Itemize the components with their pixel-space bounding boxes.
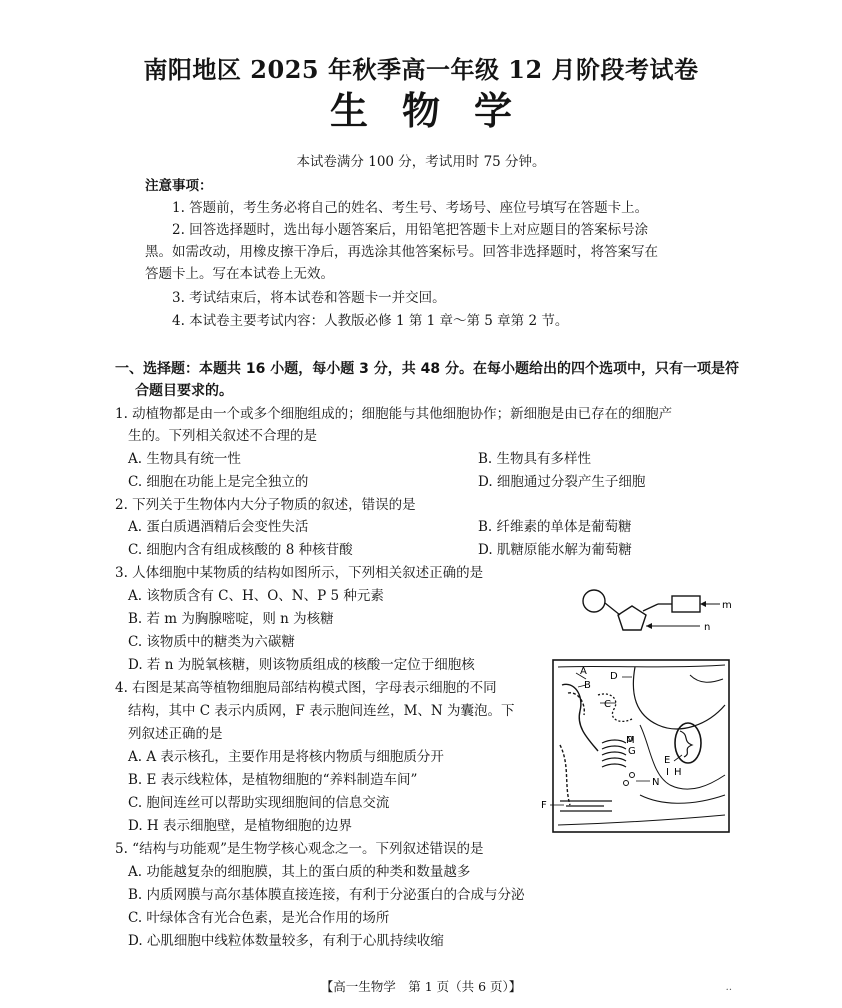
q4-stem-line-3: 列叙述正确的是 bbox=[128, 726, 223, 742]
label-h: H bbox=[674, 767, 682, 778]
q4-option-b: B. E 表示线粒体，是植物细胞的“养料制造车间” bbox=[128, 772, 418, 788]
corner-mark: ·· bbox=[725, 985, 732, 996]
q5-option-c: C. 叶绿体含有光合色素，是光合作用的场所 bbox=[128, 910, 390, 926]
q3-option-a: A. 该物质含有 C、H、O、N、P 5 种元素 bbox=[128, 588, 384, 604]
notes-line-1: 1. 答题前，考生务必将自己的姓名、考生号、考场号、座位号填写在答题卡上。 bbox=[172, 200, 649, 216]
q1-option-c: C. 细胞在功能上是完全独立的 bbox=[128, 474, 309, 490]
notes-line-2c: 答题卡上。写在本试卷上无效。 bbox=[145, 266, 334, 282]
q3-option-b: B. 若 m 为胸腺嘧啶，则 n 为核糖 bbox=[128, 611, 334, 627]
label-n: n bbox=[704, 622, 711, 633]
exam-intro: 本试卷满分 100 分，考试用时 75 分钟。 bbox=[296, 154, 546, 170]
nitrogenous-base bbox=[672, 596, 700, 612]
q5-option-a: A. 功能越复杂的细胞膜，其上的蛋白质的种类和数量越多 bbox=[128, 864, 471, 880]
q1-option-a: A. 生物具有统一性 bbox=[128, 451, 241, 467]
label-i: I bbox=[666, 767, 669, 778]
label-c: C bbox=[604, 699, 611, 710]
notes-heading: 注意事项： bbox=[145, 178, 213, 194]
q2-option-b: B. 纤维素的单体是葡萄糖 bbox=[478, 519, 632, 535]
q2-option-c: C. 细胞内含有组成核酸的 8 种核苷酸 bbox=[128, 542, 353, 558]
notes-line-2a: 2. 回答选择题时，选出每小题答案后，用铅笔把答题卡上对应题目的答案标号涂 bbox=[172, 222, 649, 238]
q1-option-d: D. 细胞通过分裂产生子细胞 bbox=[478, 474, 646, 490]
q4-option-a: A. A 表示核孔，主要作用是将核内物质与细胞质分开 bbox=[128, 749, 444, 765]
q4-stem-line-2: 结构，其中 C 表示内质网，F 表示胞间连丝，M、N 为囊泡。下 bbox=[128, 703, 515, 719]
plant-cell-diagram bbox=[540, 655, 732, 835]
q5-stem: 5. “结构与功能观”是生物学核心观念之一。下列叙述错误的是 bbox=[115, 841, 484, 857]
label-a: A bbox=[580, 666, 587, 677]
label-m: M bbox=[626, 735, 635, 746]
page-footer: 【高一生物学 第 1 页（共 6 页）】 bbox=[320, 979, 522, 994]
q4-stem-line-1: 4. 右图是某高等植物细胞局部结构模式图，字母表示细胞的不同 bbox=[115, 680, 497, 696]
notes-line-4: 4. 本试卷主要考试内容：人教版必修 1 第 1 章～第 5 章第 2 节。 bbox=[172, 313, 569, 329]
q5-option-d: D. 心肌细胞中线粒体数量较多，有利于心肌持续收缩 bbox=[128, 933, 444, 949]
q2-option-a: A. 蛋白质遇酒精后会变性失活 bbox=[128, 519, 309, 535]
notes-line-2b: 黑。如需改动，用橡皮擦干净后，再选涂其他答案标号。回答非选择题时，将答案写在 bbox=[145, 244, 658, 260]
q2-option-d: D. 肌糖原能水解为葡萄糖 bbox=[478, 542, 632, 558]
subject-title: 生物学 bbox=[329, 89, 546, 133]
section-heading-line-2: 合题目要求的。 bbox=[135, 383, 233, 399]
phosphate-group bbox=[583, 590, 605, 612]
q3-option-d: D. 若 n 为脱氧核糖，则该物质组成的核酸一定位于细胞核 bbox=[128, 657, 475, 673]
exam-title: 南阳地区 2025 年秋季高一年级 12 月阶段考试卷 bbox=[143, 55, 699, 84]
label-d: D bbox=[610, 671, 618, 682]
label-g: G bbox=[628, 746, 636, 757]
notes-line-3: 3. 考试结束后，将本试卷和答题卡一并交回。 bbox=[172, 290, 446, 306]
q1-stem-line-2: 生的。下列相关叙述不合理的是 bbox=[128, 428, 317, 444]
label-n: N bbox=[652, 777, 660, 788]
q3-stem: 3. 人体细胞中某物质的结构如图所示，下列相关叙述正确的是 bbox=[115, 565, 484, 581]
label-e: E bbox=[664, 755, 671, 766]
label-m: m bbox=[722, 600, 732, 611]
q3-option-c: C. 该物质中的糖类为六碳糖 bbox=[128, 634, 295, 650]
section-heading-line-1: 一、选择题：本题共 16 小题，每小题 3 分，共 48 分。在每小题给出的四个选项中，只有一项是符 bbox=[115, 361, 739, 377]
q1-option-b: B. 生物具有多样性 bbox=[478, 451, 592, 467]
label-b: B bbox=[584, 680, 591, 691]
q4-option-d: D. H 表示细胞壁，是植物细胞的边界 bbox=[128, 818, 352, 834]
q4-option-c: C. 胞间连丝可以帮助实现细胞间的信息交流 bbox=[128, 795, 390, 811]
q1-stem-line-1: 1. 动植物都是由一个或多个细胞组成的；细胞能与其他细胞协作；新细胞是由已存在的细胞产 bbox=[115, 406, 673, 422]
q2-stem: 2. 下列关于生物体内大分子物质的叙述，错误的是 bbox=[115, 497, 416, 513]
nucleotide-diagram bbox=[580, 584, 740, 640]
pentose-sugar bbox=[618, 606, 646, 630]
phosphate-bond bbox=[605, 603, 620, 615]
q5-option-b: B. 内质网膜与高尔基体膜直接连接，有利于分泌蛋白的合成与分泌 bbox=[128, 887, 525, 903]
base-bond bbox=[643, 604, 658, 611]
label-f: F bbox=[541, 800, 547, 811]
